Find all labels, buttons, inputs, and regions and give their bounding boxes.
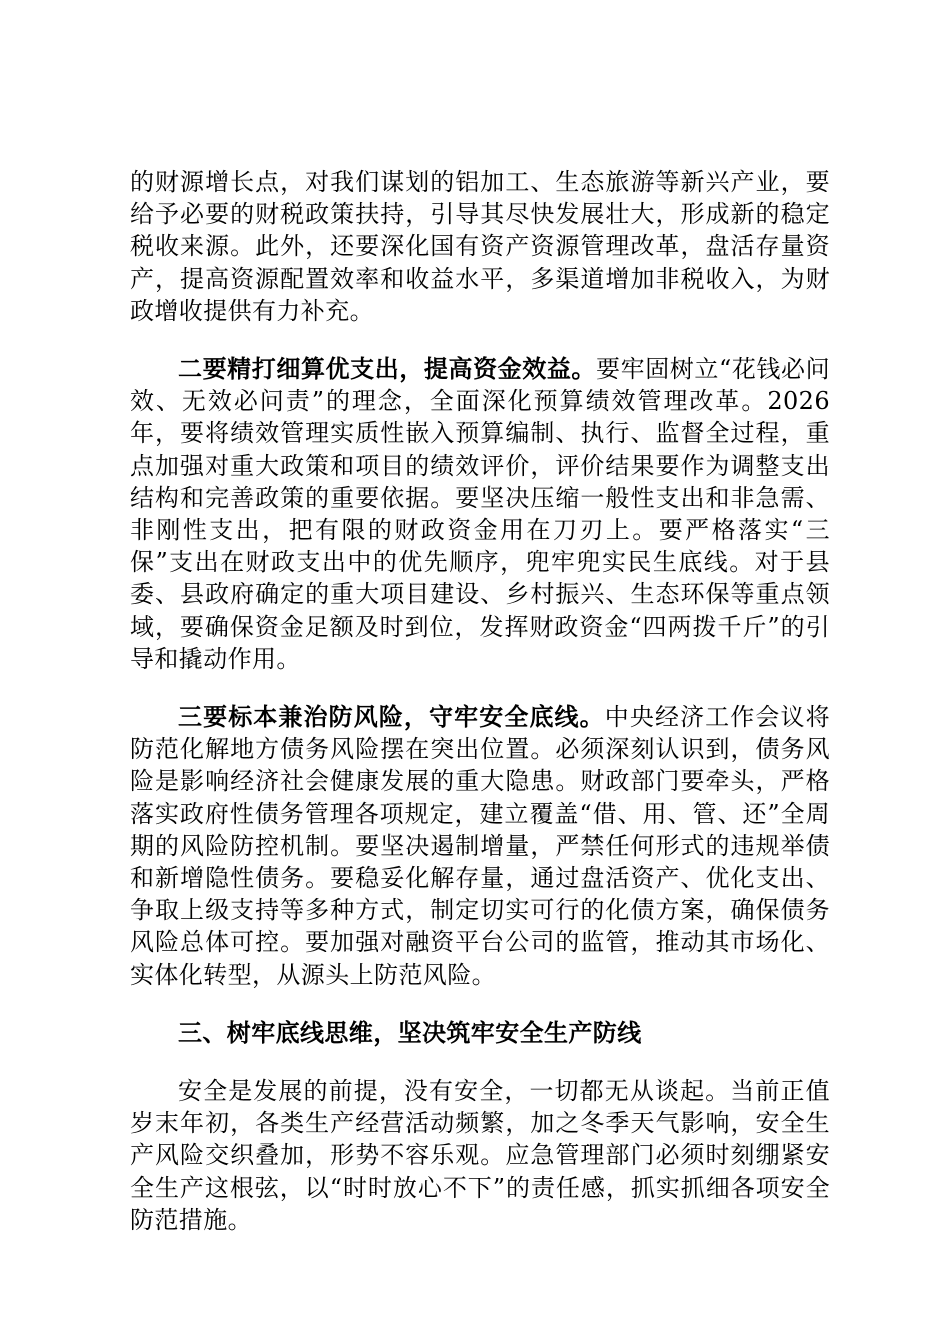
paragraph-body-prevent-risk: 中央经济工作会议将防范化解地方债务风险摆在突出位置。必须深刻认识到，债务风险是影响经济社会健康发展的重大隐患。财政部门要牵头，严格落实政府性债务管理各项规定，建立覆盖“借、用、管、还”全周期的风险防控机制。要坚决遏制增量，严禁任何形式的违规举债和新增隐性债务。要稳妥化解存量，通过盘活资产、优化支出、争取上级支持等多种方式，制定切实可行的化债方案，确保债务风险总体可控。要加强对融资平台公司的监管，推动其市场化、实体化转型，从源头上防范风险。 — [130, 703, 830, 989]
paragraph-optimize-spending — [130, 353, 830, 675]
paragraph-continuation: 的财源增长点，对我们谋划的铝加工、生态旅游等新兴产业，要给予必要的财税政策扶持，引导其尽快发展壮大，形成新的稳定税收来源。此外，还要深化国有资产资源管理改革，盘活存量资产，提高资源配置效率和收益水平，多渠道增加非税收入，为财政增收提供有力补充。 — [130, 168, 830, 325]
paragraph-body-optimize-spending: 要牢固树立“花钱必问效、无效必问责”的理念，全面深化预算绩效管理改革。2026年，要将绩效管理实质性嵌入预算编制、执行、监督全过程，重点加强对重大政策和项目的绩效评价，评价结果要作为调整支出结构和完善政策的重要依据。要坚决压缩一般性支出和非急需、非刚性支出，把有限的财政资金用在刀刃上。要严格落实“三保”支出在财政支出中的优先顺序，兜牢兜实民生底线。对于县委、县政府确定的重大项目建设、乡村振兴、生态环保等重点领域，要确保资金足额及时到位，发挥财政资金“四两拨千斤”的引导和撬动作用。 — [130, 355, 830, 673]
paragraph-safety: 安全是发展的前提，没有安全，一切都无从谈起。当前正值岁末年初，各类生产经营活动频繁，加之冬季天气影响，安全生产风险交织叠加，形势不容乐观。应急管理部门必须时刻绷紧安全生产这根弦，以“时时放心不下”的责任感，抓实抓细各项安全防范措施。 — [130, 1077, 830, 1234]
section-heading: 三、树牢底线思维，坚决筑牢安全生产防线 — [178, 1017, 642, 1047]
paragraph-lead-prevent-risk: 三要标本兼治防风险，守牢安全底线。 — [178, 702, 605, 732]
document-body — [130, 166, 830, 1262]
paragraph-prevent-risk — [130, 701, 830, 991]
paragraph-lead-optimize-spending: 二要精打细算优支出，提高资金效益。 — [178, 354, 597, 384]
